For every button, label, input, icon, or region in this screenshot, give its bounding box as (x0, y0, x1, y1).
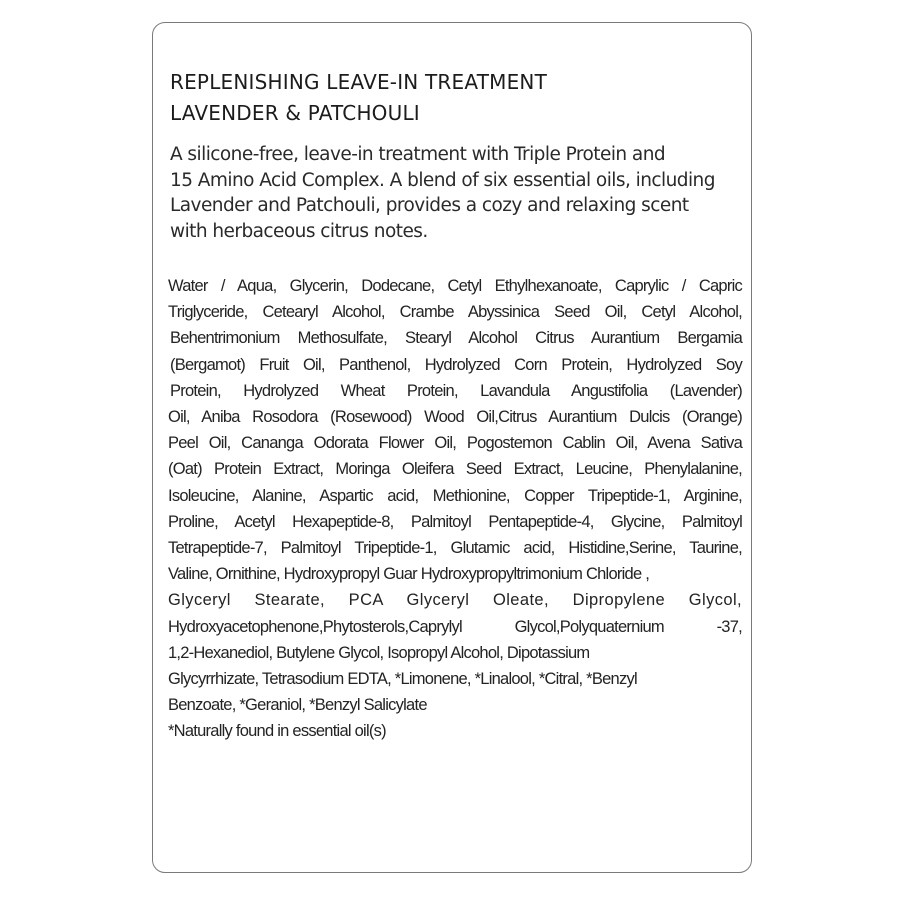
ingredients-line: Behentrimonium Methosulfate, Stearyl Alcohol Citrus Aurantium Bergamia (170, 329, 742, 348)
product-title (170, 67, 547, 129)
ingredients-line: Oil, Aniba Rosodora (Rosewood) Wood Oil,Citrus Aurantium Dulcis (Orange) (168, 408, 742, 427)
ingredients-line: Water / Aqua, Glycerin, Dodecane, Cetyl Ethylhexanoate, Caprylic / Capric (168, 277, 742, 295)
ingredients-line: Proline, Acetyl Hexapeptide-8, Palmitoyl Pentapeptide-4, Glycine, Palmitoyl (168, 512, 742, 531)
ingredients-line: Protein, Hydrolyzed Wheat Protein, Lavandula Angustifolia (Lavender) (170, 381, 742, 400)
ingredients-line: (Bergamot) Fruit Oil, Panthenol, Hydrolyzed Corn Protein, Hydrolyzed Soy (170, 355, 742, 374)
description-line: A silicone-free, leave-in treatment with Triple Protein and (170, 144, 666, 165)
ingredients-line: Benzoate, *Geraniol, *Benzyl Salicylate (168, 696, 427, 715)
ingredients-line: (Oat) Protein Extract, Moringa Oleifera Seed Extract, Leucine, Phenylalanine, (168, 460, 742, 479)
ingredients-line: Valine, Ornithine, Hydroxypropyl Guar Hydroxypropyltrimonium Chloride , (168, 565, 650, 584)
ingredients-line: 1,2-Hexanediol, Butylene Glycol, Isopropyl Alcohol, Dipotassium (168, 643, 590, 662)
product-description (170, 142, 750, 244)
ingredients-line: Glyceryl Stearate, PCA Glyceryl Oleate, Dipropylene Glycol, (168, 591, 742, 610)
ingredients-line: Hydroxyacetophenone,Phytosterols,Caprylyl Glycol,Polyquaternium -37, (168, 617, 742, 636)
description-line: with herbaceous citrus notes. (170, 220, 428, 242)
description-line: 15 Amino Acid Complex. A blend of six essential oils, including (170, 169, 715, 191)
ingredients-line: Isoleucine, Alanine, Aspartic acid, Methionine, Copper Tripeptide-1, Arginine, (168, 486, 742, 505)
product-label-card (152, 22, 752, 873)
ingredients-list (168, 273, 742, 745)
ingredients-line: Triglyceride, Cetearyl Alcohol, Crambe Abyssinica Seed Oil, Cetyl Alcohol, (168, 303, 742, 322)
ingredients-line: Glycyrrhizate, Tetrasodium EDTA, *Limonene, *Linalool, *Citral, *Benzyl (168, 670, 637, 689)
description-line: Lavender and Patchouli, provides a cozy and relaxing scent (170, 195, 689, 216)
ingredients-line: Peel Oil, Cananga Odorata Flower Oil, Pogostemon Cablin Oil, Avena Sativa (168, 434, 742, 453)
ingredients-footnote: *Naturally found in essential oil(s) (168, 722, 386, 741)
ingredients-line: Tetrapeptide-7, Palmitoyl Tripeptide-1, Glutamic acid, Histidine,Serine, Taurine, (168, 539, 742, 558)
product-title-line-1: REPLENISHING LEAVE-IN TREATMENT (170, 70, 547, 94)
product-title-line-2: LAVENDER & PATCHOULI (170, 101, 420, 125)
